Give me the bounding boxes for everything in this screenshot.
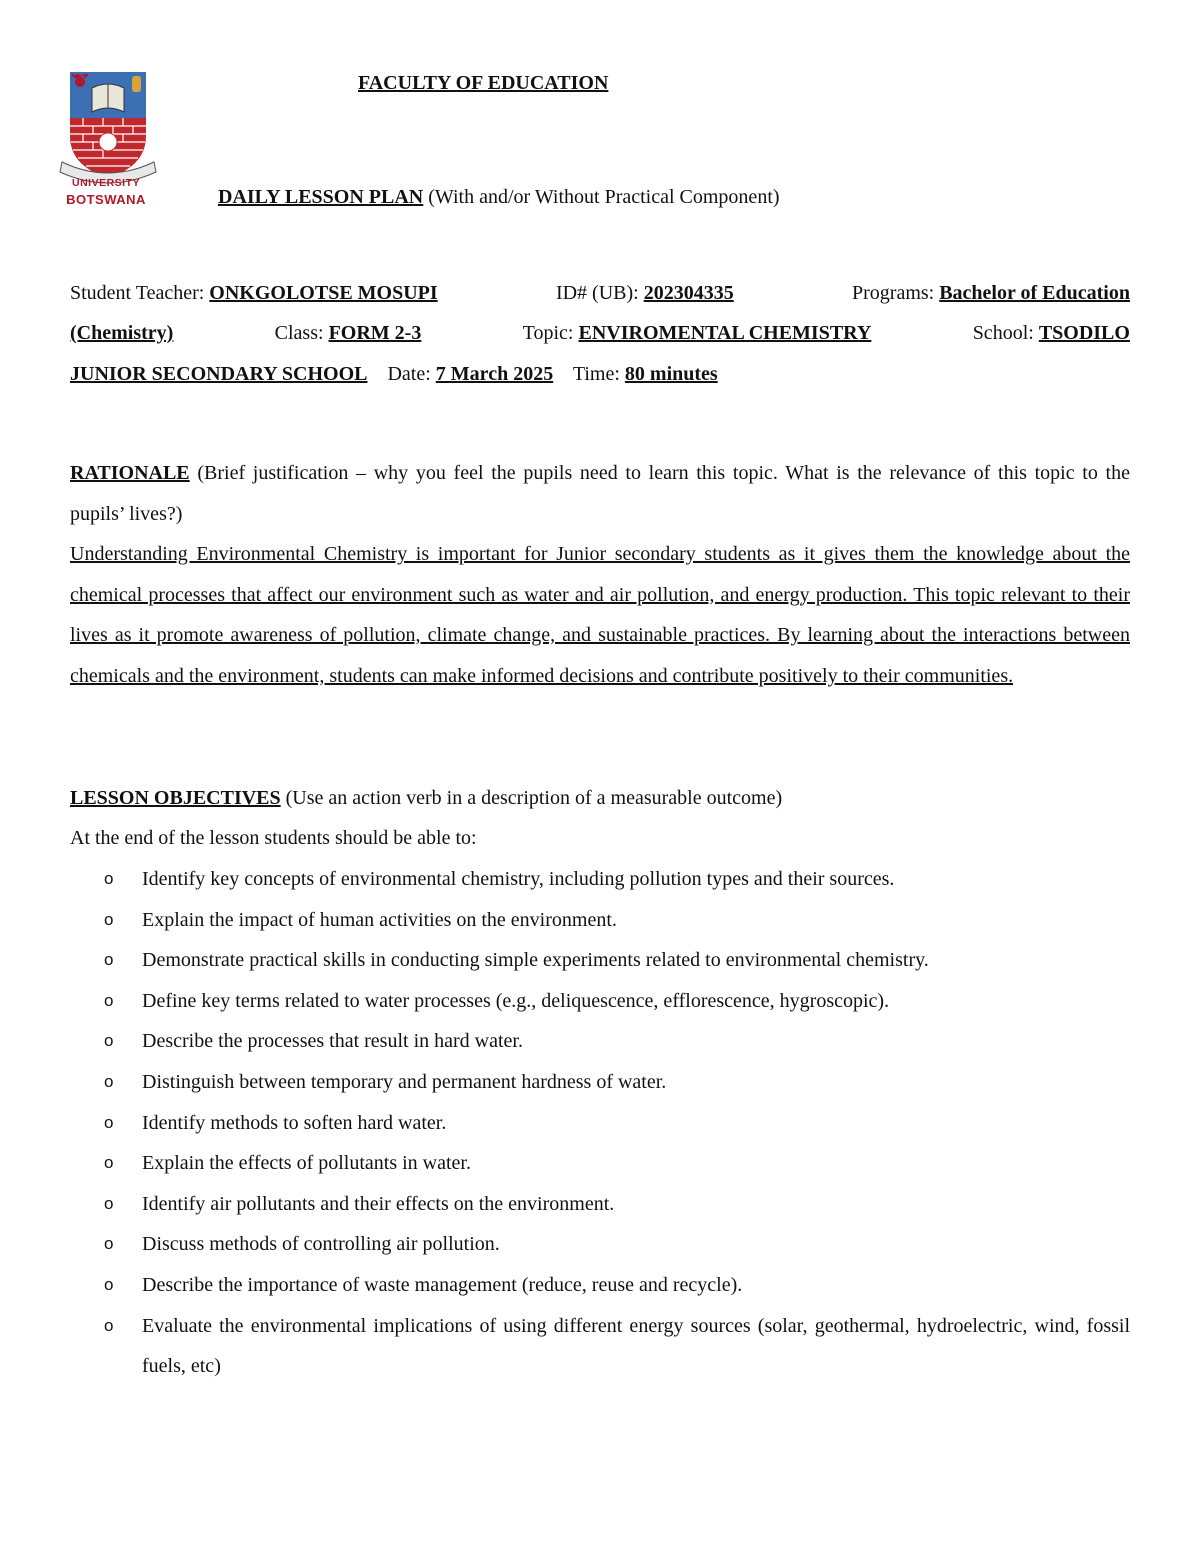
objective-text: Identify air pollutants and their effects on the environment. bbox=[142, 1192, 615, 1215]
objectives-intro: At the end of the lesson students should be able to: bbox=[70, 827, 477, 849]
objectives-heading-block bbox=[70, 778, 1130, 819]
objective-item bbox=[70, 859, 1130, 900]
objective-text: Distinguish between temporary and permanent hardness of water. bbox=[142, 1070, 667, 1093]
date-label: Date: bbox=[387, 363, 436, 385]
class-field bbox=[275, 322, 422, 345]
bullet-icon: o bbox=[104, 1031, 114, 1051]
objective-item bbox=[70, 1143, 1130, 1184]
bullet-icon: o bbox=[104, 1193, 114, 1213]
rationale-heading: RATIONALE bbox=[70, 462, 190, 484]
bullet-icon: o bbox=[104, 1112, 114, 1132]
objective-item bbox=[70, 1103, 1130, 1144]
bullet-icon: o bbox=[104, 990, 114, 1010]
objective-item bbox=[70, 1184, 1130, 1225]
info-line-2 bbox=[70, 322, 1130, 345]
objective-text: Evaluate the environmental implications of using different energy sources (solar, geothermal, hydroelectric, wind, fossil fuels, etc) bbox=[142, 1314, 1130, 1378]
lesson-plan-title bbox=[218, 186, 780, 209]
date-value: 7 March 2025 bbox=[435, 363, 554, 385]
rationale-body: Understanding Environmental Chemistry is important for Junior secondary students as it gives them the knowledge about the chemical processes that affect our environment such as water and air pollution, and energy production. This topic relevant to their lives as it promote awareness of pollution, climate change, and sustainable practices. By learning about the interactions between chemicals and the environment, students can make informed decisions and contribute positively to their communities. bbox=[70, 543, 1130, 687]
objective-text: Identify methods to soften hard water. bbox=[142, 1111, 447, 1134]
objective-text: Identify key concepts of environmental chemistry, including pollution types and their sources. bbox=[142, 868, 895, 890]
objective-text: Define key terms related to water processes (e.g., deliquescence, efflorescence, hygroscopic). bbox=[142, 989, 890, 1012]
school-value-continued: JUNIOR SECONDARY SCHOOL bbox=[70, 363, 368, 385]
teacher-value: ONKGOLOTSE MOSUPI bbox=[209, 282, 438, 304]
objective-item bbox=[70, 940, 1130, 981]
objective-item bbox=[70, 900, 1130, 941]
bullet-icon: o bbox=[104, 1153, 114, 1173]
objective-item bbox=[70, 1224, 1130, 1265]
faculty-title: FACULTY OF EDUCATION bbox=[358, 72, 609, 94]
programs-value: Bachelor of Education bbox=[939, 282, 1130, 304]
objective-text: Explain the impact of human activities on the environment. bbox=[142, 908, 617, 931]
objective-text: Explain the effects of pollutants in water. bbox=[142, 1152, 471, 1175]
programs-value-continued: (Chemistry) bbox=[70, 322, 174, 344]
topic-label: Topic: bbox=[522, 322, 579, 344]
topic-field bbox=[523, 322, 872, 345]
objectives-list bbox=[70, 859, 1130, 1387]
programs-label: Programs: bbox=[852, 282, 940, 304]
objective-text: Describe the processes that result in hard water. bbox=[142, 1030, 523, 1053]
bullet-icon: o bbox=[104, 909, 114, 929]
logo-text-university: UNIVERSITY bbox=[71, 177, 140, 189]
bullet-icon: o bbox=[104, 1315, 114, 1335]
rationale-prompt: (Brief justification – why you feel the pupils need to learn this topic. What is the relevance of this topic to the pupils’ lives?) bbox=[70, 462, 1130, 525]
lesson-plan-title-main: DAILY LESSON PLAN bbox=[218, 186, 424, 208]
objective-item bbox=[70, 981, 1130, 1022]
school-value: TSODILO bbox=[1038, 322, 1130, 344]
logo-text-botswana: BOTSWANA bbox=[66, 192, 146, 207]
class-label: Class: bbox=[274, 322, 329, 344]
objective-item bbox=[70, 1265, 1130, 1306]
rationale-heading-block bbox=[70, 453, 1130, 534]
teacher-label: Student Teacher: bbox=[70, 282, 210, 304]
objectives-heading: LESSON OBJECTIVES bbox=[70, 787, 281, 809]
time-label: Time: bbox=[572, 363, 625, 385]
info-line-3 bbox=[70, 363, 1130, 386]
objective-text: Discuss methods of controlling air pollution. bbox=[142, 1233, 500, 1256]
id-field bbox=[556, 282, 734, 305]
bullet-icon: o bbox=[104, 1071, 114, 1091]
bullet-icon: o bbox=[104, 1234, 114, 1254]
objective-text: Demonstrate practical skills in conducting simple experiments related to environmental chemistry. bbox=[142, 949, 929, 972]
date-field bbox=[387, 363, 553, 385]
time-value: 80 minutes bbox=[624, 363, 718, 385]
info-line-1 bbox=[70, 282, 1130, 305]
lesson-plan-title-sub: (With and/or Without Practical Component) bbox=[423, 186, 780, 208]
time-field bbox=[573, 363, 718, 385]
school-label: School: bbox=[972, 322, 1039, 344]
bullet-icon: o bbox=[104, 1274, 114, 1294]
id-value: 202304335 bbox=[643, 282, 734, 304]
objective-text: Describe the importance of waste management (reduce, reuse and recycle). bbox=[142, 1273, 743, 1296]
programs-field bbox=[852, 282, 1130, 305]
objective-item bbox=[70, 1062, 1130, 1103]
id-label: ID# (UB): bbox=[555, 282, 644, 304]
teacher-field bbox=[70, 282, 438, 305]
bullet-icon: o bbox=[104, 869, 114, 888]
class-value: FORM 2-3 bbox=[328, 322, 422, 344]
bullet-icon: o bbox=[104, 950, 114, 970]
objectives-prompt: (Use an action verb in a description of a measurable outcome) bbox=[280, 787, 783, 809]
topic-value: ENVIROMENTAL CHEMISTRY bbox=[578, 322, 872, 344]
objective-item bbox=[70, 1021, 1130, 1062]
objective-item bbox=[70, 1306, 1130, 1387]
school-field bbox=[973, 322, 1130, 345]
